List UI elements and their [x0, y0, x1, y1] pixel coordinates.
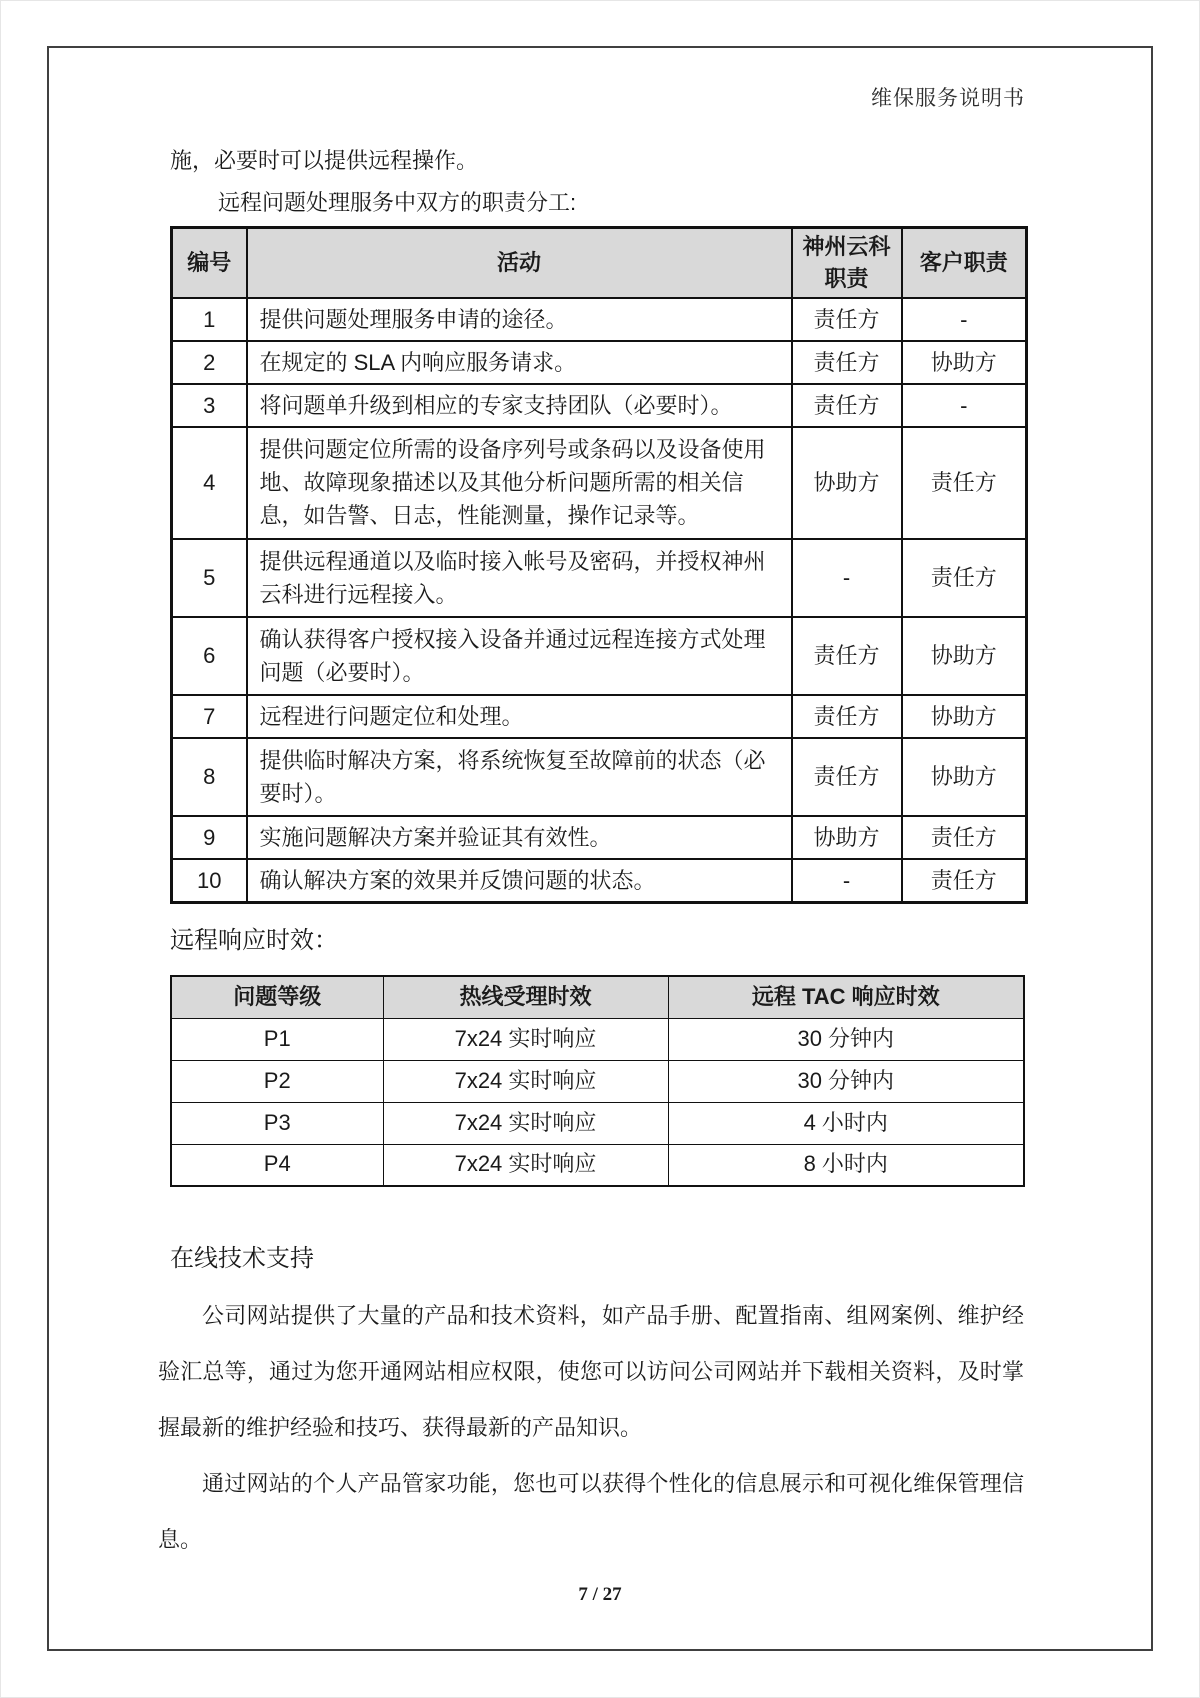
row-no: 8	[172, 738, 247, 816]
table-row	[172, 539, 1027, 617]
table-row	[172, 695, 1027, 738]
row-no: 7	[172, 695, 247, 738]
hotline-cell: 7x24 实时响应	[383, 1018, 668, 1060]
paragraph-line: 通过网站的个人产品管家功能，您也可以获得个性化的信息展示和可视化维保管理信	[202, 1471, 1024, 1496]
table-row	[172, 298, 1027, 341]
activity-cell: 远程进行问题定位和处理。	[247, 695, 792, 738]
activity-cell: 将问题单升级到相应的专家支持团队（必要时）。	[247, 384, 792, 427]
table-row	[172, 738, 1027, 816]
activity-cell: 提供问题处理服务申请的途径。	[247, 298, 792, 341]
table-row	[171, 1060, 1024, 1102]
tac-cell: 4 小时内	[668, 1102, 1024, 1144]
customer-role-cell: 协助方	[902, 695, 1027, 738]
response-time-heading: 远程响应时效：	[170, 927, 338, 954]
paragraph-line: 验汇总等，通过为您开通网站相应权限，使您可以访问公司网站并下载相关资料，及时掌	[158, 1359, 1024, 1384]
col-header-hotline: 热线受理时效	[383, 976, 668, 1018]
customer-role-cell: 责任方	[902, 539, 1027, 617]
col-header-customer: 客户职责	[902, 228, 1027, 298]
level-cell: P3	[171, 1102, 383, 1144]
vendor-role-cell: 责任方	[792, 738, 902, 816]
paragraph-line: 公司网站提供了大量的产品和技术资料，如产品手册、配置指南、组网案例、维护经	[202, 1303, 1024, 1328]
table-row	[171, 1144, 1024, 1186]
activity-cell: 提供问题定位所需的设备序列号或条码以及设备使用地、故障现象描述以及其他分析问题所需的相关信息，如告警、日志，性能测量，操作记录等。	[247, 427, 792, 539]
customer-role-cell: 责任方	[902, 859, 1027, 903]
responsibility-table	[170, 226, 1028, 904]
document-header-title: 维保服务说明书	[871, 86, 1025, 110]
vendor-role-cell: -	[792, 859, 902, 903]
customer-role-cell: 责任方	[902, 427, 1027, 539]
col-header-vendor: 神州云科职责	[792, 228, 902, 298]
customer-role-cell: 责任方	[902, 816, 1027, 859]
table-row	[172, 341, 1027, 384]
row-no: 1	[172, 298, 247, 341]
vendor-role-cell: 责任方	[792, 298, 902, 341]
customer-role-cell: 协助方	[902, 738, 1027, 816]
level-cell: P2	[171, 1060, 383, 1102]
table-row	[172, 859, 1027, 903]
level-cell: P4	[171, 1144, 383, 1186]
hotline-cell: 7x24 实时响应	[383, 1102, 668, 1144]
activity-cell: 提供临时解决方案，将系统恢复至故障前的状态（必要时）。	[247, 738, 792, 816]
row-no: 9	[172, 816, 247, 859]
customer-role-cell: -	[902, 298, 1027, 341]
customer-role-cell: 协助方	[902, 341, 1027, 384]
online-support-heading: 在线技术支持	[170, 1245, 314, 1272]
table-header-row	[171, 976, 1024, 1018]
vendor-role-cell: -	[792, 539, 902, 617]
table-row	[172, 427, 1027, 539]
hotline-cell: 7x24 实时响应	[383, 1060, 668, 1102]
online-support-paragraphs	[158, 1288, 1024, 1568]
row-no: 4	[172, 427, 247, 539]
activity-cell: 实施问题解决方案并验证其有效性。	[247, 816, 792, 859]
col-header-level: 问题等级	[171, 976, 383, 1018]
vendor-role-cell: 责任方	[792, 384, 902, 427]
tac-cell: 8 小时内	[668, 1144, 1024, 1186]
paragraph-line: 息。	[158, 1527, 203, 1552]
table-row	[172, 816, 1027, 859]
tac-cell: 30 分钟内	[668, 1060, 1024, 1102]
paragraph-line: 握最新的维护经验和技巧、获得最新的产品知识。	[158, 1415, 643, 1440]
vendor-role-cell: 协助方	[792, 816, 902, 859]
row-no: 5	[172, 539, 247, 617]
page-number: 7 / 27	[578, 1584, 622, 1605]
intro-text-line: 施，必要时可以提供远程操作。	[170, 148, 479, 173]
row-no: 2	[172, 341, 247, 384]
activity-cell: 确认解决方案的效果并反馈问题的状态。	[247, 859, 792, 903]
vendor-role-cell: 协助方	[792, 427, 902, 539]
activity-cell: 在规定的 SLA 内响应服务请求。	[247, 341, 792, 384]
row-no: 3	[172, 384, 247, 427]
tac-cell: 30 分钟内	[668, 1018, 1024, 1060]
row-no: 10	[172, 859, 247, 903]
response-time-table	[170, 975, 1025, 1187]
table-row	[172, 384, 1027, 427]
customer-role-cell: -	[902, 384, 1027, 427]
table-header-row	[172, 228, 1027, 298]
customer-role-cell: 协助方	[902, 617, 1027, 695]
vendor-role-cell: 责任方	[792, 695, 902, 738]
col-header-no: 编号	[172, 228, 247, 298]
level-cell: P1	[171, 1018, 383, 1060]
responsibility-table-caption: 远程问题处理服务中双方的职责分工:	[218, 190, 577, 215]
table-row	[171, 1102, 1024, 1144]
activity-cell: 提供远程通道以及临时接入帐号及密码，并授权神州云科进行远程接入。	[247, 539, 792, 617]
vendor-role-cell: 责任方	[792, 617, 902, 695]
hotline-cell: 7x24 实时响应	[383, 1144, 668, 1186]
activity-cell: 确认获得客户授权接入设备并通过远程连接方式处理问题（必要时）。	[247, 617, 792, 695]
col-header-tac: 远程 TAC 响应时效	[668, 976, 1024, 1018]
table-row	[171, 1018, 1024, 1060]
table-row	[172, 617, 1027, 695]
col-header-activity: 活动	[247, 228, 792, 298]
row-no: 6	[172, 617, 247, 695]
vendor-role-cell: 责任方	[792, 341, 902, 384]
